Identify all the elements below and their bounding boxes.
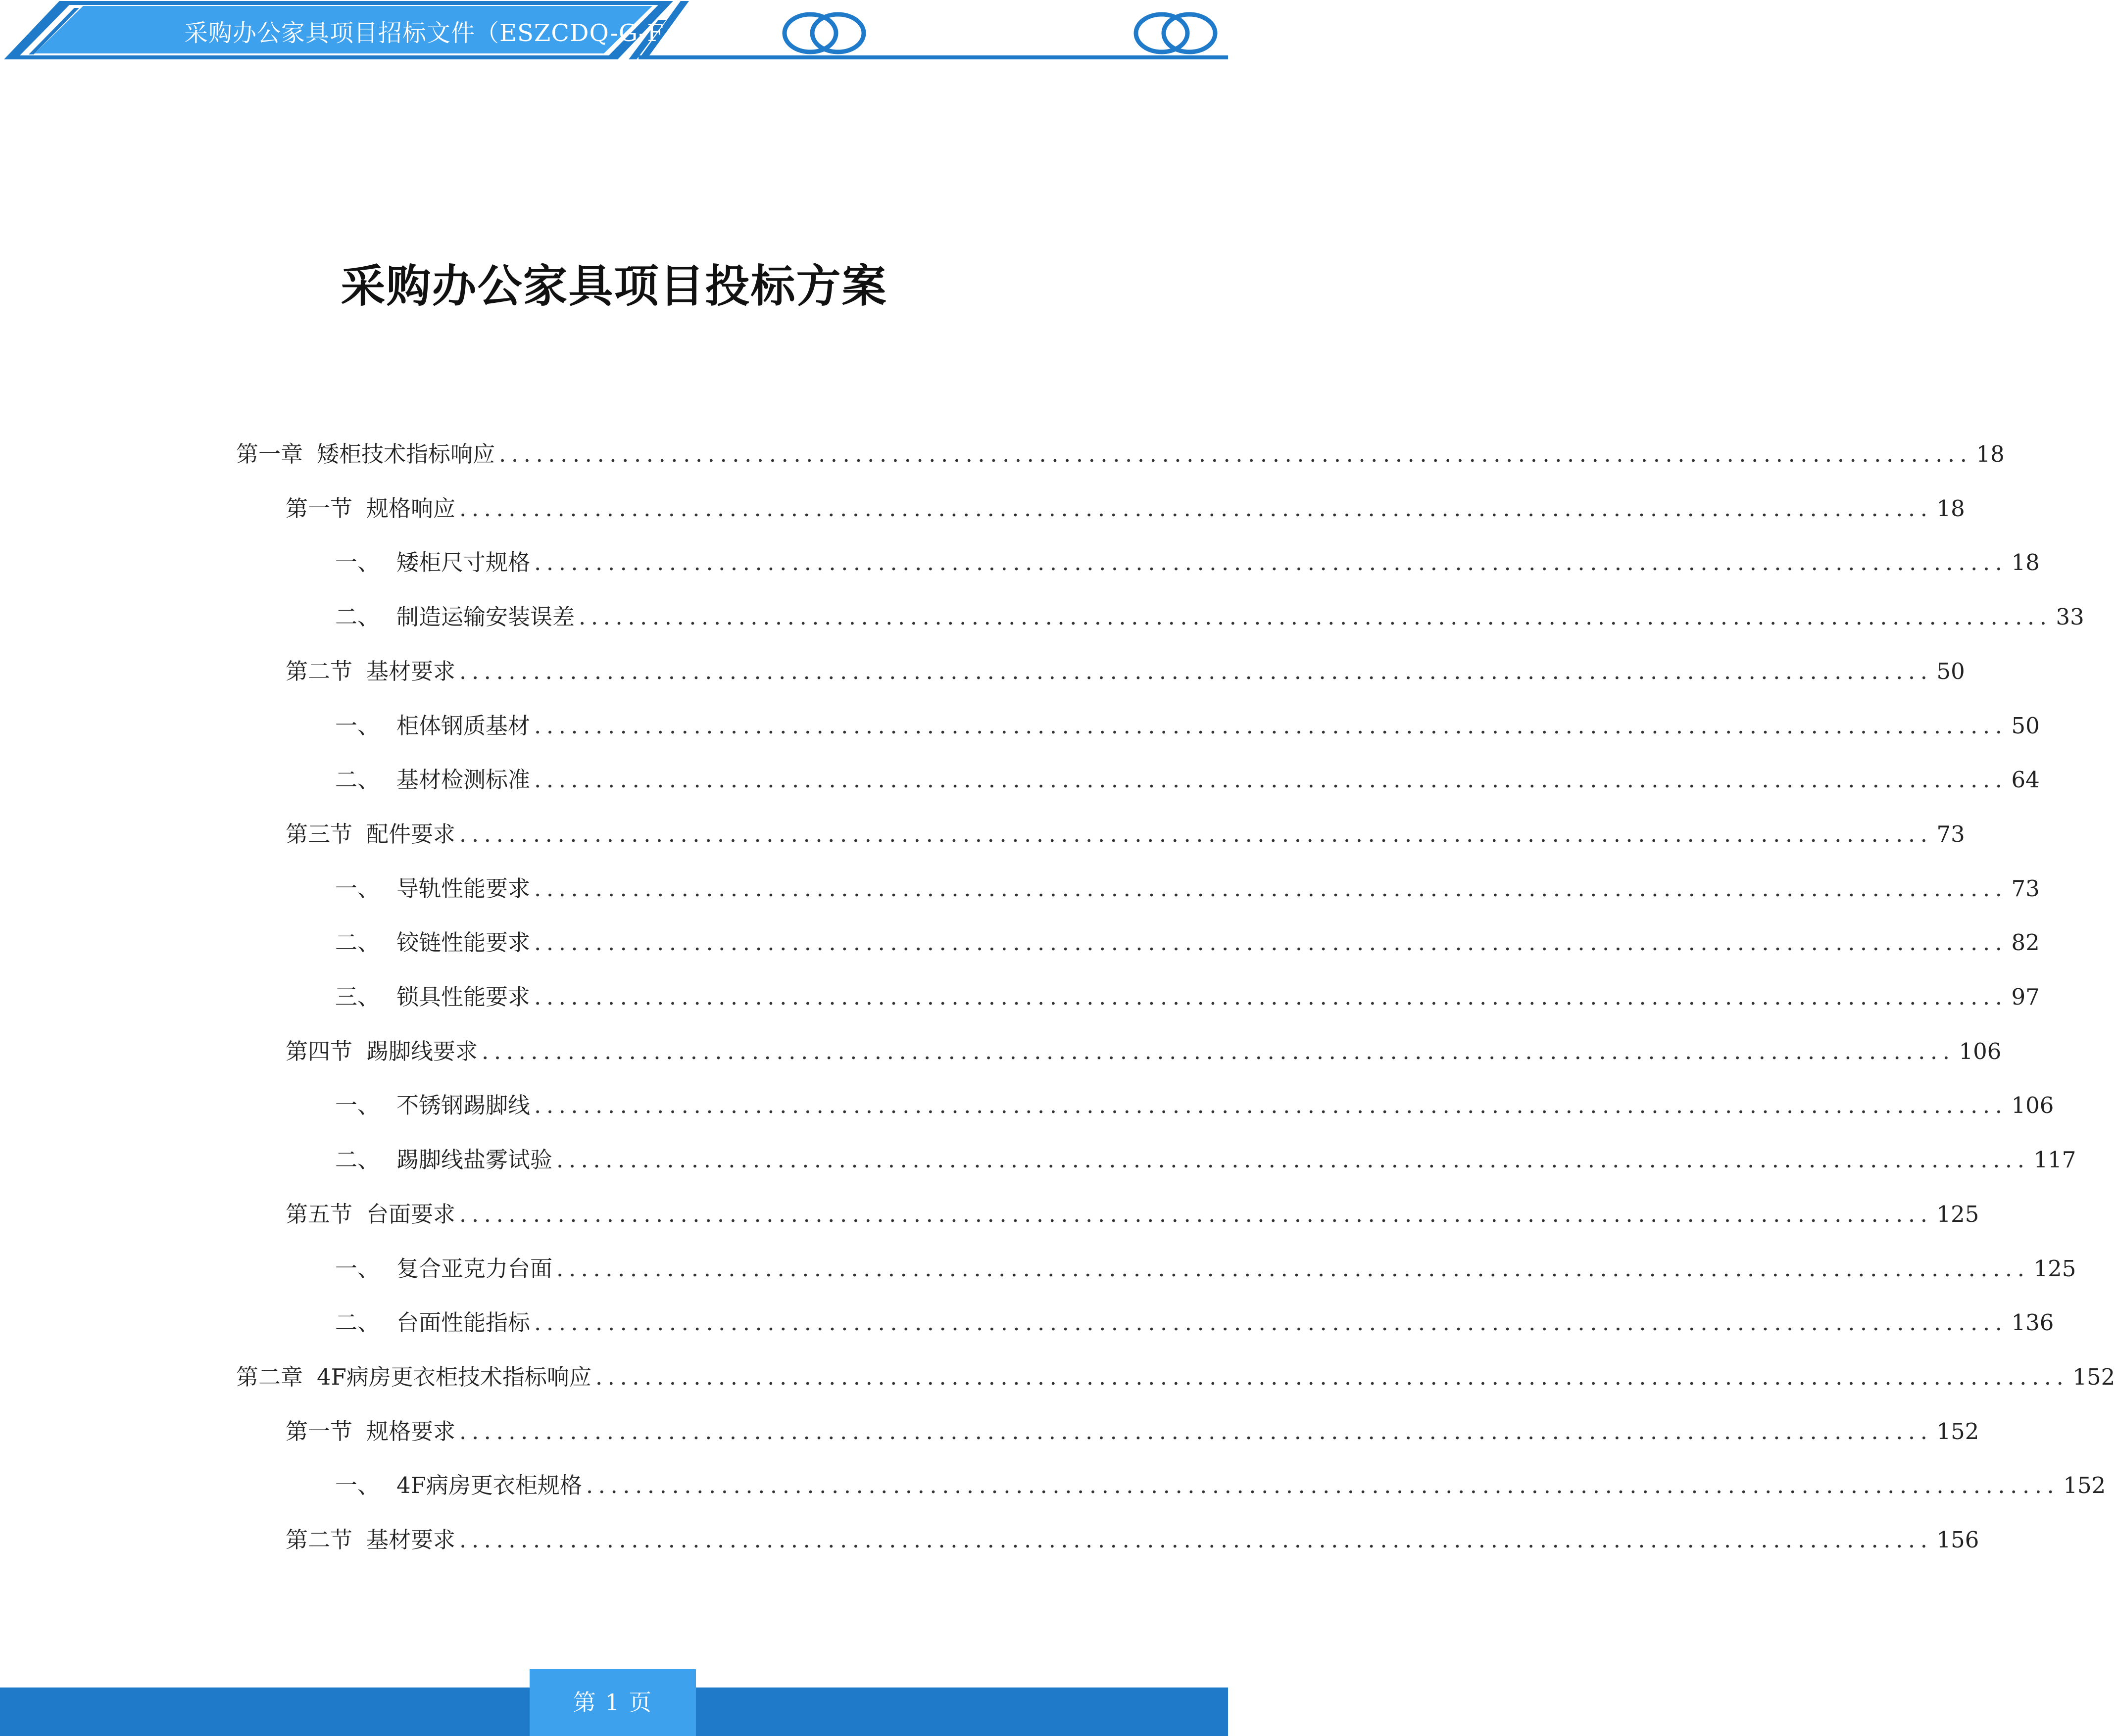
toc-dot-leader: ........................................................................................................................	[534, 713, 2008, 739]
toc-entry-number: 一、	[335, 1092, 380, 1118]
toc-dot-leader: ........................................................................................................................	[459, 658, 1933, 684]
toc-entry-page: 73	[2011, 875, 2040, 902]
toc-entry-label: 规格响应	[366, 495, 456, 522]
page-number: 第 1 页	[573, 1689, 653, 1716]
toc-entry-number: 第二节	[286, 658, 353, 684]
toc-entry-page: 97	[2011, 984, 2040, 1010]
toc-entry-label: 柜体钢质基材	[396, 713, 531, 739]
toc-dot-leader: ........................................................................................................................	[534, 767, 2008, 793]
toc-entry-label: 配件要求	[366, 821, 456, 847]
toc-entry[interactable]	[335, 1086, 2054, 1125]
toc-entry-label: 基材检测标准	[396, 767, 531, 793]
toc-entry-label: 锁具性能要求	[396, 984, 531, 1010]
toc-entry-number: 第一节	[286, 1418, 353, 1445]
document-title: 采购办公家具项目投标方案	[341, 260, 887, 312]
toc-dot-leader: ........................................................................................................................	[459, 1418, 1933, 1445]
toc-entry-number: 一、	[335, 713, 380, 739]
toc-entry-label: 基材要求	[366, 1527, 456, 1553]
toc-entry[interactable]	[335, 760, 2040, 800]
toc-entry[interactable]	[335, 1249, 2076, 1289]
toc-entry[interactable]	[335, 869, 2040, 909]
toc-entry-page: 125	[2033, 1255, 2076, 1282]
toc-entry-label: 台面要求	[366, 1201, 456, 1227]
toc-entry-label: 不锈钢踢脚线	[396, 1092, 531, 1118]
toc-entry-page: 82	[2011, 929, 2040, 956]
toc-dot-leader: ........................................................................................................................	[579, 604, 2052, 630]
toc-entry-number: 一、	[335, 549, 380, 576]
toc-dot-leader: ........................................................................................................................	[534, 929, 2008, 956]
toc-entry-page: 152	[2072, 1364, 2115, 1390]
toc-entry[interactable]	[335, 977, 2040, 1017]
toc-dot-leader: ........................................................................................................................	[595, 1364, 2069, 1390]
toc-entry-label: 制造运输安装误差	[396, 604, 575, 630]
toc-dot-leader: ........................................................................................................................	[459, 821, 1933, 847]
toc-entry-page: 18	[1936, 495, 1965, 522]
toc-dot-leader: ........................................................................................................................	[586, 1472, 2060, 1498]
toc-entry-label: 台面性能指标	[396, 1309, 531, 1336]
toc-entry-number: 二、	[335, 929, 380, 956]
toc-entry-page: 106	[1959, 1038, 2002, 1064]
toc-entry-page: 73	[1936, 821, 1965, 847]
toc-entry-number: 一、	[335, 1472, 380, 1498]
toc-entry[interactable]	[286, 1520, 1979, 1560]
toc-entry-page: 18	[1976, 441, 2005, 467]
toc-entry-label: 4F病房更衣柜规格	[396, 1472, 582, 1498]
toc-entry-label: 导轨性能要求	[396, 875, 531, 902]
toc-entry[interactable]	[286, 1195, 1979, 1234]
toc-entry[interactable]	[286, 1412, 1979, 1451]
page-header	[0, 0, 1228, 64]
toc-dot-leader: ........................................................................................................................	[534, 984, 2008, 1010]
toc-dot-leader: ........................................................................................................................	[534, 1309, 2008, 1336]
toc-entry[interactable]	[335, 597, 2084, 637]
toc-entry-number: 二、	[335, 1147, 380, 1173]
toc-entry-number: 三、	[335, 984, 380, 1010]
toc-entry[interactable]	[286, 815, 1965, 854]
double-ring-logo-icon	[780, 11, 869, 55]
toc-entry-page: 152	[2063, 1472, 2106, 1498]
toc-entry[interactable]	[335, 1303, 2054, 1343]
toc-entry-label: 规格要求	[366, 1418, 456, 1445]
toc-entry-number: 第一章	[236, 441, 303, 467]
toc-entry[interactable]	[236, 1357, 2115, 1397]
toc-entry-page: 50	[1936, 658, 1965, 684]
toc-entry-label: 踢脚线盐雾试验	[396, 1147, 553, 1173]
toc-entry-page: 152	[1936, 1418, 1979, 1445]
toc-entry-page: 33	[2056, 604, 2084, 630]
toc-entry-page: 117	[2033, 1147, 2076, 1173]
toc-entry-page: 64	[2011, 767, 2040, 793]
toc-entry-page: 18	[2011, 549, 2040, 576]
toc-entry[interactable]	[335, 706, 2040, 746]
toc-entry-page: 50	[2011, 713, 2040, 739]
toc-entry[interactable]	[286, 489, 1965, 529]
toc-entry-number: 二、	[335, 604, 380, 630]
toc-entry[interactable]	[236, 434, 2005, 474]
toc-entry-label: 矮柜技术指标响应	[317, 441, 495, 467]
toc-entry[interactable]	[335, 1140, 2076, 1180]
toc-entry-label: 踢脚线要求	[366, 1038, 478, 1064]
toc-entry-page: 125	[1936, 1201, 1979, 1227]
toc-entry[interactable]	[335, 543, 2040, 582]
toc-entry-number: 一、	[335, 1255, 380, 1282]
toc-entry-page: 156	[1936, 1527, 1979, 1553]
toc-entry-label: 铰链性能要求	[396, 929, 531, 956]
double-ring-logo-icon	[1131, 11, 1220, 55]
toc-entry-label: 4F病房更衣柜技术指标响应	[317, 1364, 591, 1390]
toc-entry-page: 106	[2011, 1092, 2054, 1118]
toc-dot-leader: ........................................................................................................................	[459, 1201, 1933, 1227]
toc-entry-label: 基材要求	[366, 658, 456, 684]
toc-entry-number: 第一节	[286, 495, 353, 522]
toc-entry-label: 矮柜尺寸规格	[396, 549, 531, 576]
toc-entry[interactable]	[335, 1466, 2106, 1505]
toc-entry-number: 第二节	[286, 1527, 353, 1553]
toc-dot-leader: ........................................................................................................................	[534, 875, 2008, 902]
toc-entry[interactable]	[286, 652, 1965, 691]
toc-entry-number: 一、	[335, 875, 380, 902]
toc-entry-number: 第二章	[236, 1364, 303, 1390]
toc-entry[interactable]	[286, 1032, 2002, 1071]
toc-entry-number: 第四节	[286, 1038, 353, 1064]
toc-dot-leader: ........................................................................................................................	[459, 495, 1933, 522]
toc-dot-leader: ........................................................................................................................	[459, 1527, 1933, 1553]
toc-entry-number: 第三节	[286, 821, 353, 847]
toc-dot-leader: ........................................................................................................................	[499, 441, 1972, 467]
toc-entry-label: 复合亚克力台面	[396, 1255, 553, 1282]
toc-entry[interactable]	[335, 923, 2040, 963]
toc-entry-page: 136	[2011, 1309, 2054, 1336]
toc-dot-leader: ........................................................................................................................	[534, 549, 2008, 576]
toc-dot-leader: ........................................................................................................................	[556, 1255, 2030, 1282]
toc-dot-leader: ........................................................................................................................	[534, 1092, 2008, 1118]
toc-dot-leader: ........................................................................................................................	[556, 1147, 2030, 1173]
header-title: 采购办公家具项目招标文件（ESZCDQ-G-F	[184, 19, 664, 47]
toc-dot-leader: ........................................................................................................................	[482, 1038, 1955, 1064]
toc-entry-number: 第五节	[286, 1201, 353, 1227]
toc-entry-number: 二、	[335, 767, 380, 793]
toc-entry-number: 二、	[335, 1309, 380, 1336]
